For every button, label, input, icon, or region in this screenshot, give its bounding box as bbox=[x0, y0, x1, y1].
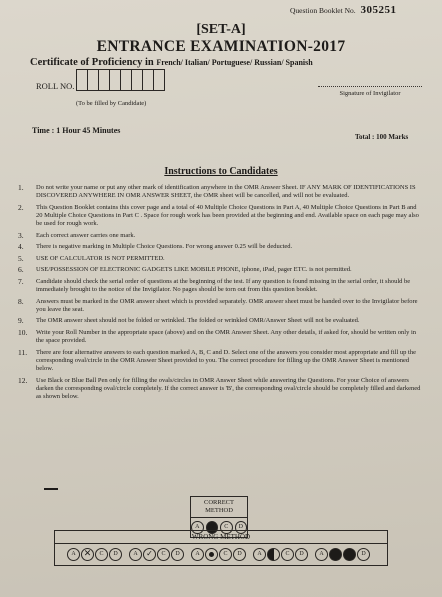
instruction-item bbox=[14, 278, 424, 295]
instruction-text: Each correct answer carries one mark. bbox=[36, 231, 136, 239]
instruction-text: USE OF CALCULATOR IS NOT PERMITTED. bbox=[36, 254, 165, 262]
instruction-item bbox=[14, 298, 424, 315]
set-label: [SET-A] bbox=[196, 22, 246, 37]
instruction-text: There is negative marking in Multiple Choice Questions. For wrong answer 0.25 will be deducted. bbox=[36, 243, 293, 251]
certificate-languages: French/ Italian/ Portuguese/ Russian/ Spanish bbox=[156, 58, 313, 67]
bubble-dotted bbox=[205, 548, 218, 561]
bubble-a: A bbox=[67, 548, 80, 561]
roll-number-cell[interactable] bbox=[76, 69, 88, 91]
instruction-number: 10. bbox=[18, 327, 28, 337]
instruction-number: 8. bbox=[18, 296, 24, 306]
booklet-label: Question Booklet No. bbox=[290, 6, 356, 15]
instruction-number: 3. bbox=[18, 230, 24, 240]
roll-number-cell[interactable] bbox=[88, 69, 99, 91]
certificate-title bbox=[30, 57, 313, 68]
instruction-text: Do not write your name or put any other mark of identification anywhere in the OMR Answer Sheet. IF ANY MARK OF IDENTIFICATIONS IS DISCOVERED ANYWHERE IN OMR ANSWER SHEET, the OMR sheet will be cancelled, and will not be evaluated. bbox=[36, 184, 416, 200]
wrong-example-dot bbox=[191, 548, 246, 561]
bubble-a: A bbox=[191, 548, 204, 561]
instruction-text: USE/POSSESSION OF ELECTRONIC GADGETS LIKE MOBILE PHONE, iphone, iPad, pager ETC. is not permitted. bbox=[36, 266, 352, 274]
wrong-example-tick bbox=[129, 548, 184, 561]
bubble-d: D bbox=[357, 548, 370, 561]
correct-bubble-b: B bbox=[206, 521, 219, 534]
roll-number-cells[interactable] bbox=[76, 69, 165, 91]
correct-bubble-a: A bbox=[191, 521, 204, 534]
bubble-a: A bbox=[315, 548, 328, 561]
instruction-number: 12. bbox=[18, 375, 28, 385]
bubble-filled bbox=[343, 548, 356, 561]
instructions-title: Instructions to Candidates bbox=[164, 166, 278, 177]
instruction-item bbox=[14, 204, 424, 229]
instruction-text: The OMR answer sheet should not be folded or wrinkled. The folded or wrinkled OMR/Answer Sheet will not be evaluated. bbox=[36, 317, 360, 325]
instruction-number: 2. bbox=[18, 202, 24, 212]
bubble-c: C bbox=[281, 548, 294, 561]
bubble-half-filled bbox=[267, 548, 280, 561]
bubble-a: A bbox=[129, 548, 142, 561]
instruction-item bbox=[14, 255, 424, 263]
roll-number-cell[interactable] bbox=[132, 69, 143, 91]
correct-bubble-d: D bbox=[235, 521, 248, 534]
instruction-number: 5. bbox=[18, 253, 24, 263]
roll-number-cell[interactable] bbox=[110, 69, 121, 91]
wrong-example-half bbox=[253, 548, 308, 561]
roll-number-cell[interactable] bbox=[99, 69, 110, 91]
bubble-c: C bbox=[95, 548, 108, 561]
instruction-item bbox=[14, 232, 424, 240]
invigilator-signature: Signature of Invigilator bbox=[318, 86, 422, 97]
instruction-text: Write your Roll Number in the appropriate space (above) and on the OMR Answer Sheet. Any other details, if asked for, should be written only in the space provided. bbox=[36, 328, 416, 345]
wrong-method-bubbles bbox=[55, 544, 387, 565]
wrong-method-label: WRONG METHOD bbox=[55, 531, 387, 544]
bubble-c: C bbox=[219, 548, 232, 561]
instruction-item bbox=[14, 243, 424, 251]
instruction-number: 11. bbox=[18, 347, 28, 357]
time-label: Time : 1 Hour 45 Minutes bbox=[32, 126, 121, 135]
wrong-example-cross bbox=[67, 548, 122, 561]
instruction-number: 4. bbox=[18, 242, 24, 252]
correct-bubble-c: C bbox=[220, 521, 233, 534]
instruction-number: 9. bbox=[18, 316, 24, 326]
roll-number-cell[interactable] bbox=[154, 69, 165, 91]
instruction-item bbox=[14, 317, 424, 325]
instructions-list bbox=[14, 184, 424, 405]
booklet-number bbox=[290, 4, 397, 16]
instruction-text: There are four alternative answers to each question marked A, B, C and D. Select one of the answers you consider most appropriate and fill up the corresponding oval/circle in the OMR Answer Sheet provided to you. The correct procedure for filling up the OMR Answer Sheet is mentioned below. bbox=[36, 348, 416, 373]
instruction-item bbox=[14, 266, 424, 274]
roll-label: ROLL NO. bbox=[36, 81, 75, 91]
total-marks: Total : 100 Marks bbox=[355, 133, 409, 141]
wrong-method-box bbox=[54, 530, 388, 566]
instruction-item bbox=[14, 329, 424, 346]
margin-mark bbox=[44, 488, 58, 490]
bubble-d: D bbox=[109, 548, 122, 561]
roll-number-cell[interactable] bbox=[143, 69, 154, 91]
bubble-d: D bbox=[233, 548, 246, 561]
roll-number-field[interactable] bbox=[36, 69, 165, 91]
instruction-text: Candidate should check the serial order of questions at the beginning of the test. If any question is found missing in the serial order, it should be immediately brought to the notice of the Invigilator. No pages should be torn out from this question booklet. bbox=[36, 277, 411, 294]
bubble-ticked bbox=[143, 548, 156, 561]
booklet-number-value: 305251 bbox=[360, 4, 397, 16]
certificate-main: Certificate of Proficiency in bbox=[30, 57, 157, 68]
instruction-text: Use Black or Blue Ball Pen only for filling the ovals/circles in OMR Answer Sheet while answering the Questions. For your Choice of answers darken the corresponding oval/circle completely. If the correct answer is 'B', the corresponding oval/circle should be completely filled and darkened as shown below. bbox=[36, 376, 421, 401]
instruction-item bbox=[14, 377, 424, 402]
instruction-number: 7. bbox=[18, 276, 24, 286]
instruction-text: This Question Booklet contains this cover page and a total of 40 Multiple Choice Questions in Part A, 40 Multiple Choice Questions in Part B and 20 Multiple Choice Questions in Part C . Space for rough work has been provided at the beginning and end. Available space on each page may also be used for rough work. bbox=[36, 203, 419, 228]
instruction-number: 6. bbox=[18, 265, 24, 275]
instruction-item bbox=[14, 349, 424, 374]
bubble-filled bbox=[329, 548, 342, 561]
exam-title: ENTRANCE EXAMINATION-2017 bbox=[96, 38, 346, 55]
bubble-a: A bbox=[253, 548, 266, 561]
filled-by-note: (To be filled by Candidate) bbox=[76, 100, 147, 107]
instruction-number: 1. bbox=[18, 183, 24, 192]
roll-number-cell[interactable] bbox=[121, 69, 132, 91]
bubble-d: D bbox=[171, 548, 184, 561]
bubble-crossed bbox=[81, 548, 94, 561]
wrong-example-multi bbox=[315, 548, 370, 561]
instruction-text: Answers must be marked in the OMR answer sheet which is provided separately. OMR answer sheet must be handed over to the Invigilator before you leave the seat. bbox=[36, 297, 418, 313]
instruction-item bbox=[14, 184, 424, 201]
bubble-c: C bbox=[157, 548, 170, 561]
correct-method-label: CORRECT METHOD bbox=[191, 497, 247, 518]
bubble-d: D bbox=[295, 548, 308, 561]
